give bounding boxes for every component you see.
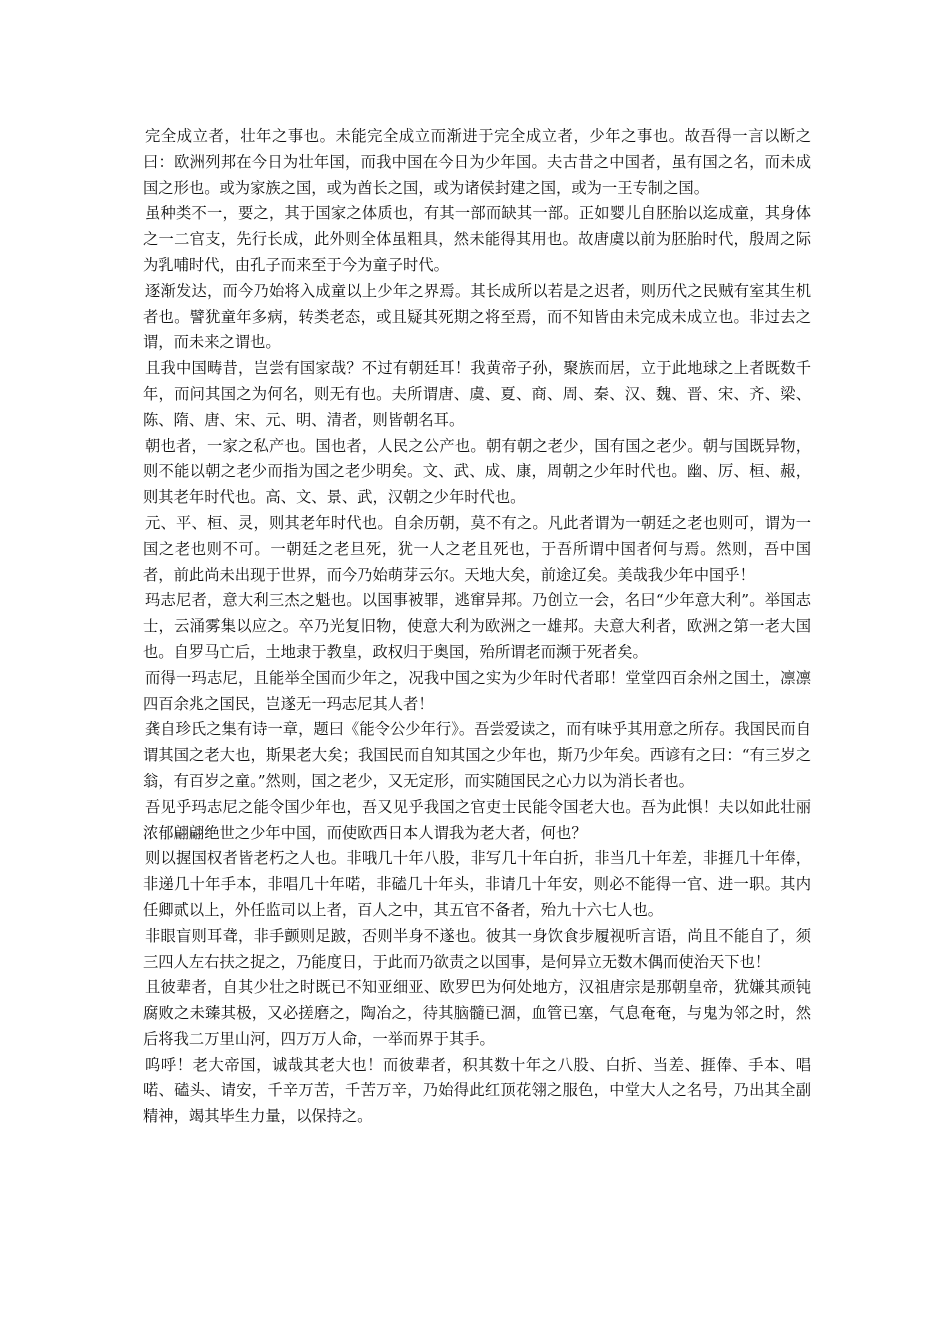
paragraph: 且彼辈者，自其少壮之时既已不知亚细亚、欧罗巴为何处地方，汉祖唐宗是那朝皇帝，犹嫌其顽钝腐败之未臻其极，又必搓磨之，陶冶之，待其脑髓已涸，血管已塞，气息奄奄，与鬼为邻之时，然后将我二万里山河，四万万人命，一举而界于其手。 [143, 978, 811, 1048]
paragraph: 元、平、桓、灵，则其老年时代也。自余历朝，莫不有之。凡此者谓为一朝廷之老也则可，谓为一国之老也则不可。一朝廷之老旦死，犹一人之老且死也，于吾所谓中国者何与焉。然则，吾中国者，前此尚未出现于世界，而今乃始萌芽云尔。天地大矣，前途辽矣。美哉我少年中国乎！ [143, 513, 811, 584]
paragraph: 逐渐发达，而今乃始将入成童以上少年之界焉。其长成所以若是之迟者，则历代之民贼有室其生机者也。譬犹童年多病，转类老态，或且疑其死期之将至焉，而不知皆由未完成未成立也。非过去之谓，而未来之谓也。 [143, 281, 811, 352]
paragraph: 完全成立者，壮年之事也。未能完全成立而渐进于完全成立者，少年之事也。故吾得一言以断之曰：欧洲列邦在今日为壮年国，而我中国在今日为少年国。夫古昔之中国者，虽有国之名，而未成国之形也。或为家族之国，或为酋长之国，或为诸侯封建之国，或为一王专制之国。 [143, 127, 811, 197]
paragraph: 龚自珍氏之集有诗一章，题曰《能令公少年行》。吾尝爱读之，而有味乎其用意之所存。我国民而自谓其国之老大也，斯果老大矣；我国民而自知其国之少年也，斯乃少年矣。西谚有之曰：“有三岁之翁，有百岁之童。”然则，国之老少，又无定形，而实随国民之心力以为消长者也。 [143, 720, 811, 790]
paragraph: 呜呼！老大帝国，诚哉其老大也！而彼辈者，积其数十年之八股、白折、当差、捱俸、手本、唱喏、磕头、请安，千辛万苦，千苦万辛，乃始得此红顶花翎之服色，中堂大人之名号，乃出其全副精神，竭其毕生力量，以保持之。 [143, 1055, 811, 1126]
paragraph: 虽种类不一，要之，其于国家之体质也，有其一部而缺其一部。正如婴儿自胚胎以迄成童，其身体之一二官支，先行长成，此外则全体虽粗具，然未能得其用也。故唐虞以前为胚胎时代，殷周之际为乳哺时代，由孔子而来至于今为童子时代。 [143, 204, 811, 274]
paragraph: 而得一玛志尼，且能举全国而少年之，况我中国之实为少年时代者耶！堂堂四百余州之国土，凛凛四百余兆之国民，岂遂无一玛志尼其人者！ [143, 668, 811, 713]
document-body [143, 124, 811, 1130]
paragraph: 且我中国畴昔，岂尝有国家哉？不过有朝廷耳！我黄帝子孙，聚族而居，立于此地球之上者既数千年，而问其国之为何名，则无有也。夫所谓唐、虞、夏、商、周、秦、汉、魏、晋、宋、齐、梁、陈、隋、唐、宋、元、明、清者，则皆朝名耳。 [143, 359, 811, 429]
paragraph: 非眼盲则耳聋，非手颤则足跛，否则半身不遂也。彼其一身饮食步履视听言语，尚且不能自了，须三四人左右扶之捉之，乃能度日，于此而乃欲责之以国事，是何异立无数木偶而使治天下也！ [143, 926, 811, 971]
paragraph: 吾见乎玛志尼之能令国少年也，吾又见乎我国之官吏士民能令国老大也。吾为此惧！夫以如此壮丽浓郁翩翩绝世之少年中国，而使欧西日本人谓我为老大者，何也？ [143, 797, 811, 842]
paragraph: 朝也者，一家之私产也。国也者，人民之公产也。朝有朝之老少，国有国之老少。朝与国既异物，则不能以朝之老少而指为国之老少明矣。文、武、成、康，周朝之少年时代也。幽、厉、桓、赧，则其老年时代也。高、文、景、武，汉朝之少年时代也。 [143, 436, 811, 507]
paragraph: 则以握国权者皆老朽之人也。非哦几十年八股，非写几十年白折，非当几十年差，非捱几十年俸，非递几十年手本，非唱几十年喏，非磕几十年头，非请几十年安，则必不能得一官、进一职。其内任卿贰以上，外任监司以上者，百人之中，其五官不备者，殆九十六七人也。 [143, 849, 811, 919]
paragraph: 玛志尼者，意大利三杰之魁也。以国事被罪，逃窜异邦。乃创立一会，名曰“少年意大利”。举国志士，云涌雾集以应之。卒乃光复旧物，使意大利为欧洲之一雄邦。夫意大利者，欧洲之第一老大国也。自罗马亡后，土地隶于教皇，政权归于奥国，殆所谓老而濒于死者矣。 [143, 591, 811, 661]
